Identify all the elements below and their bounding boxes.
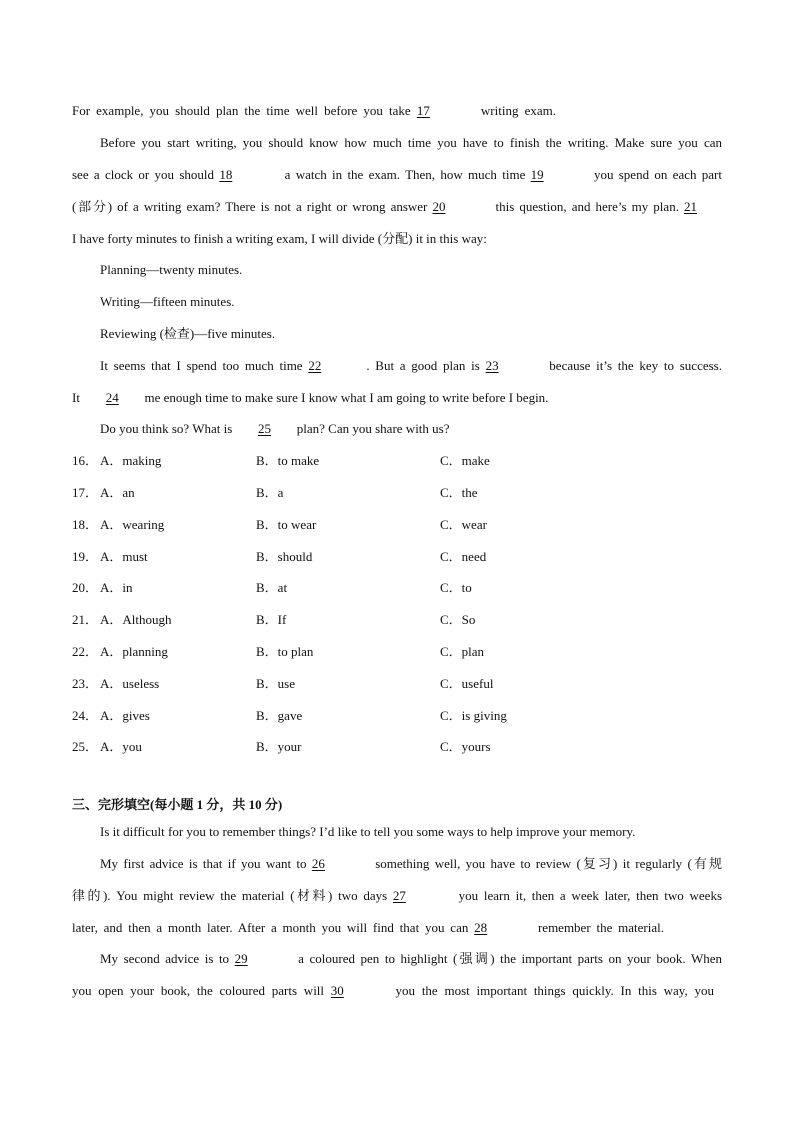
option-c[interactable]: C．is giving [440, 708, 507, 723]
option-a[interactable]: A．must [100, 549, 148, 564]
option-c[interactable]: C．make [440, 453, 490, 468]
blank-26[interactable]: 26 [311, 856, 325, 871]
passage-line-7: Writing—fifteen minutes. [100, 294, 235, 309]
blank-30[interactable]: 30 [330, 983, 344, 998]
option-a[interactable]: A．useless [100, 676, 160, 691]
blank-28[interactable]: 28 [474, 920, 488, 935]
option-a[interactable]: A．planning [100, 644, 168, 659]
passage-line-3: see a clock or you should 18 a watch in the exam. Then, how much time 19 you spend on each part [72, 167, 722, 182]
blank-17[interactable]: 17 [416, 103, 430, 118]
section-heading: 三、完形填空(每小题 1 分，共 10 分) [72, 797, 283, 812]
option-b[interactable]: B．should [256, 549, 313, 564]
blank-20[interactable]: 20 [432, 199, 446, 214]
blank-18[interactable]: 18 [219, 167, 233, 182]
passage-line-10: It 24 me enough time to make sure I know what I am going to write before I begin. [72, 390, 549, 405]
question-number: 16． [72, 453, 99, 468]
option-c[interactable]: C．to [440, 580, 472, 595]
option-c[interactable]: C．yours [440, 739, 491, 754]
section3-line-5: My second advice is to 29 a coloured pen to highlight (强调) the important parts on your book. When [100, 951, 722, 966]
section3-line-3: 律的). You might review the material (材料) two days 27 you learn it, then a week later, then two weeks [72, 888, 723, 903]
option-b[interactable]: B．your [256, 739, 302, 754]
option-a[interactable]: A．Although [100, 612, 172, 627]
blank-29[interactable]: 29 [234, 951, 248, 966]
option-c[interactable]: C．wear [440, 517, 487, 532]
option-a[interactable]: A．wearing [100, 517, 165, 532]
blank-27[interactable]: 27 [392, 888, 406, 903]
question-number: 19． [72, 549, 99, 564]
passage-line-11: Do you think so? What is 25 plan? Can you share with us? [100, 421, 450, 436]
option-a[interactable]: A．making [100, 453, 162, 468]
option-c[interactable]: C．So [440, 612, 476, 627]
section3-line-1: Is it difficult for you to remember things? I’d like to tell you some ways to help improve your memory. [100, 824, 636, 839]
question-number: 22． [72, 644, 99, 659]
blank-25[interactable]: 25 [258, 421, 272, 436]
question-number: 23． [72, 676, 99, 691]
option-a[interactable]: A．gives [100, 708, 150, 723]
section3-line-6: you open your book, the coloured parts will 30 you the most important things quickly. In this way, you [72, 983, 714, 998]
section3-line-2: My first advice is that if you want to 26 something well, you have to review (复习) it regularly (有规 [100, 856, 722, 871]
option-a[interactable]: A．an [100, 485, 135, 500]
question-number: 21． [72, 612, 99, 627]
passage-line-2: Before you start writing, you should know how much time you have to finish the writing. Make sure you can [100, 135, 722, 150]
option-c[interactable]: C．need [440, 549, 487, 564]
option-b[interactable]: B．at [256, 580, 288, 595]
option-b[interactable]: B．If [256, 612, 287, 627]
passage-line-4: (部分) of a writing exam? There is not a right or wrong answer 20 this question, and here’s my plan. 21 [72, 199, 722, 215]
question-number: 25． [72, 739, 99, 754]
option-b[interactable]: B．a [256, 485, 284, 500]
passage-line-9: It seems that I spend too much time 22 . But a good plan is 23 because it’s the key to success. [100, 358, 722, 373]
blank-23[interactable]: 23 [485, 358, 499, 373]
option-c[interactable]: C．plan [440, 644, 485, 659]
blank-19[interactable]: 19 [530, 167, 544, 182]
option-b[interactable]: B．to make [256, 453, 320, 468]
section3-line-4: later, and then a month later. After a month you will find that you can 28 remember the material. [72, 920, 664, 935]
passage-line-1: For example, you should plan the time well before you take 17 writing exam. [72, 103, 556, 118]
option-a[interactable]: A．in [100, 580, 133, 595]
blank-21[interactable]: 21 [684, 199, 697, 214]
question-number: 24． [72, 708, 99, 723]
passage-line-8: Reviewing (检查)—five minutes. [100, 326, 276, 341]
option-b[interactable]: B．gave [256, 708, 303, 723]
passage-line-6: Planning—twenty minutes. [100, 262, 243, 277]
question-number: 18． [72, 517, 99, 532]
question-number: 17． [72, 485, 99, 500]
passage-line-5: I have forty minutes to finish a writing exam, I will divide (分配) it in this way: [72, 231, 487, 246]
option-c[interactable]: C．useful [440, 676, 494, 691]
option-b[interactable]: B．to wear [256, 517, 317, 532]
question-number: 20． [72, 580, 99, 595]
option-b[interactable]: B．to plan [256, 644, 314, 659]
option-b[interactable]: B．use [256, 676, 296, 691]
option-a[interactable]: A．you [100, 739, 142, 754]
blank-22[interactable]: 22 [308, 358, 322, 373]
blank-24[interactable]: 24 [105, 390, 119, 405]
option-c[interactable]: C．the [440, 485, 478, 500]
